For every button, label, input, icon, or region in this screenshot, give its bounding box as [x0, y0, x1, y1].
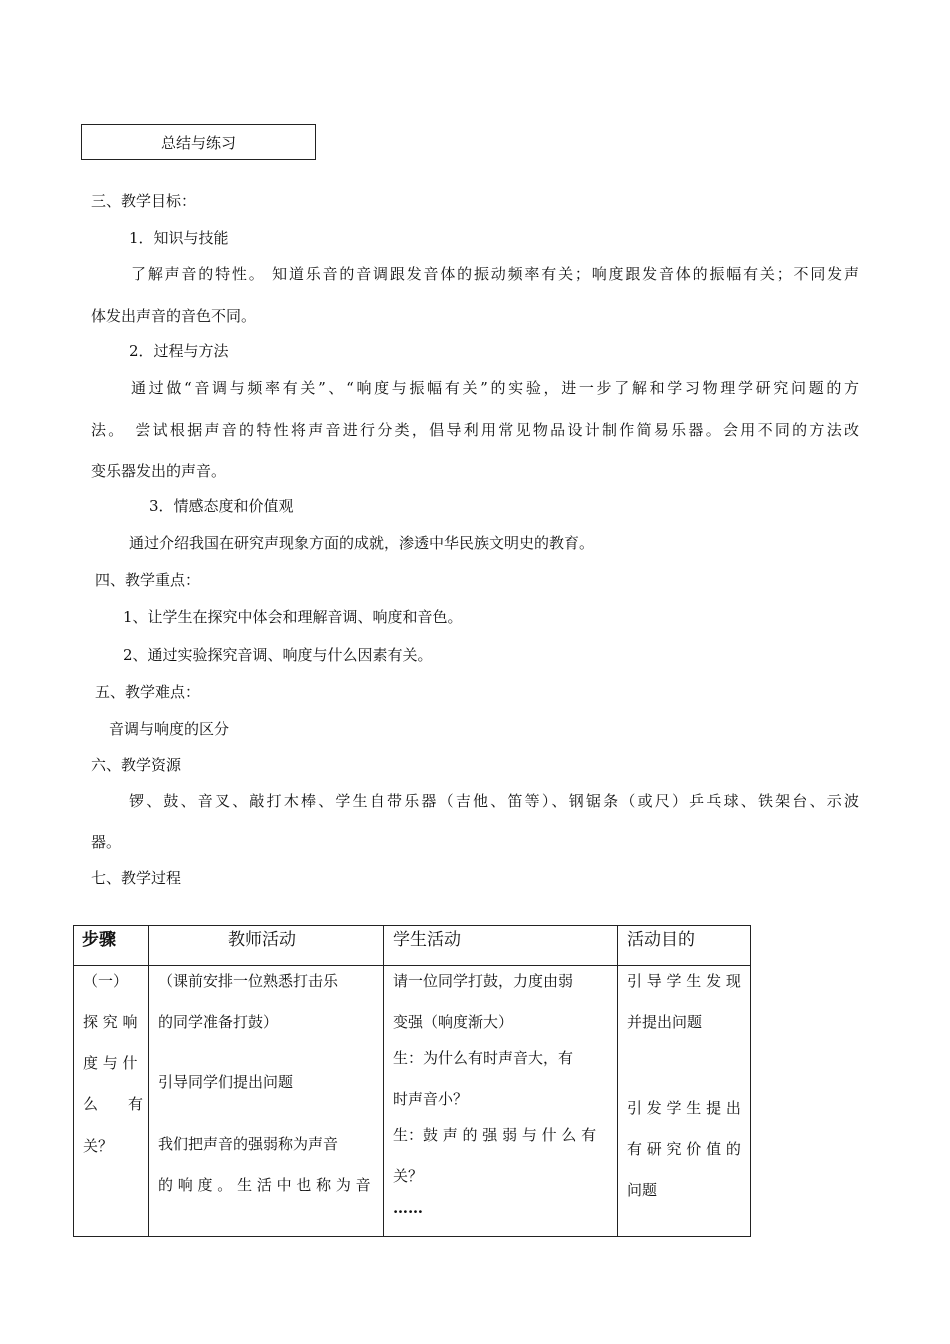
- heading-teaching-goals: 三、教学目标：: [91, 192, 197, 210]
- student-cell-line: ……: [393, 1199, 423, 1217]
- section-title-box: [81, 124, 316, 160]
- heading-teaching-process: 七、教学过程: [91, 869, 182, 887]
- step-cell-line: （一）: [83, 972, 129, 990]
- teacher-cell-line: 引导同学们提出问题: [158, 1073, 294, 1091]
- table-col-divider-2: [383, 925, 384, 1237]
- heading-difficulties: 五、教学难点：: [95, 683, 201, 701]
- step-cell-line: 关？: [83, 1137, 114, 1155]
- purpose-cell-line: 并提出问题: [627, 1013, 703, 1031]
- student-cell-line: 生：鼓 声 的 强 弱 与 什 么 有: [393, 1126, 597, 1144]
- student-cell-line: 关？: [393, 1167, 424, 1185]
- teacher-cell-line: （课前安排一位熟悉打击乐: [158, 972, 339, 990]
- step-cell-line: 度 与 什: [83, 1054, 138, 1072]
- difficulty-1: 音调与响度的区分: [109, 720, 230, 738]
- purpose-cell-line: 引 发 学 生 提 出: [627, 1099, 741, 1117]
- student-cell-line: 生：为什么有时声音大，有: [393, 1049, 574, 1067]
- table-border-right: [750, 925, 751, 1237]
- table-border-top: [73, 925, 751, 926]
- table-col-divider-3: [617, 925, 618, 1237]
- table-header-purpose: 活动目的: [627, 930, 695, 950]
- purpose-cell-line: 引 导 学 生 发 现: [627, 972, 741, 990]
- heading-key-points: 四、教学重点：: [95, 571, 201, 589]
- step-cell-line: 么 有: [83, 1095, 144, 1113]
- table-border-left: [73, 925, 74, 1237]
- table-header-divider: [73, 965, 751, 966]
- goal2-text-line1: 通过做“音调与频率有关”、“响度与振幅有关”的实验，进一步了解和学习物理学研究问题的方: [131, 379, 859, 397]
- student-cell-line: 请一位同学打鼓，力度由弱: [393, 972, 574, 990]
- student-cell-line: 变强（响度渐大）: [393, 1013, 514, 1031]
- purpose-cell-line: 问题: [627, 1181, 658, 1199]
- goal2-text-line2: 法。 尝试根据声音的特性将声音进行分类，倡导利用常见物品设计制作简易乐器。会用不同的方法改: [91, 421, 859, 439]
- step-cell-line: 探 究 响: [83, 1013, 138, 1031]
- key-point-2: 2、通过实验探究音调、响度与什么因素有关。: [123, 646, 433, 664]
- goal2-heading: 2．过程与方法: [129, 342, 229, 360]
- teacher-cell-line: 我们把声音的强弱称为声音: [158, 1135, 339, 1153]
- section-title: 总结与练习: [160, 133, 236, 152]
- student-cell-line: 时声音小？: [393, 1090, 469, 1108]
- goal2-text-line3: 变乐器发出的声音。: [91, 462, 227, 480]
- goal1-text-line2: 体发出声音的音色不同。: [91, 307, 257, 325]
- goal1-text-line1: 了解声音的特性。 知道乐音的音调跟发音体的振动频率有关；响度跟发音体的振幅有关；不同发声: [131, 265, 859, 283]
- goal1-heading: 1．知识与技能: [129, 229, 229, 247]
- key-point-1: 1、让学生在探究中体会和理解音调、响度和音色。: [123, 608, 463, 626]
- table-col-divider-1: [148, 925, 149, 1237]
- goal3-text-line1: 通过介绍我国在研究声现象方面的成就，渗透中华民族文明史的教育。: [129, 534, 595, 552]
- purpose-cell-line: 有 研 究 价 值 的: [627, 1140, 741, 1158]
- resources-line1: 锣、鼓、音叉、敲打木棒、学生自带乐器（吉他、笛等）、钢锯条（或尺）乒乓球、铁架台、示波: [129, 792, 859, 810]
- table-header-student: 学生活动: [393, 930, 461, 950]
- heading-resources: 六、教学资源: [91, 756, 182, 774]
- table-border-bottom: [73, 1236, 751, 1237]
- table-header-step: 步骤: [82, 930, 116, 950]
- teacher-cell-line: 的同学准备打鼓）: [158, 1013, 279, 1031]
- table-header-teacher: 教师活动: [228, 930, 296, 950]
- goal3-heading: 3．情感态度和价值观: [149, 497, 294, 515]
- teacher-cell-line: 的 响 度 。 生 活 中 也 称 为 音: [158, 1176, 371, 1194]
- resources-line2: 器。: [91, 833, 122, 851]
- process-table: [73, 925, 751, 1237]
